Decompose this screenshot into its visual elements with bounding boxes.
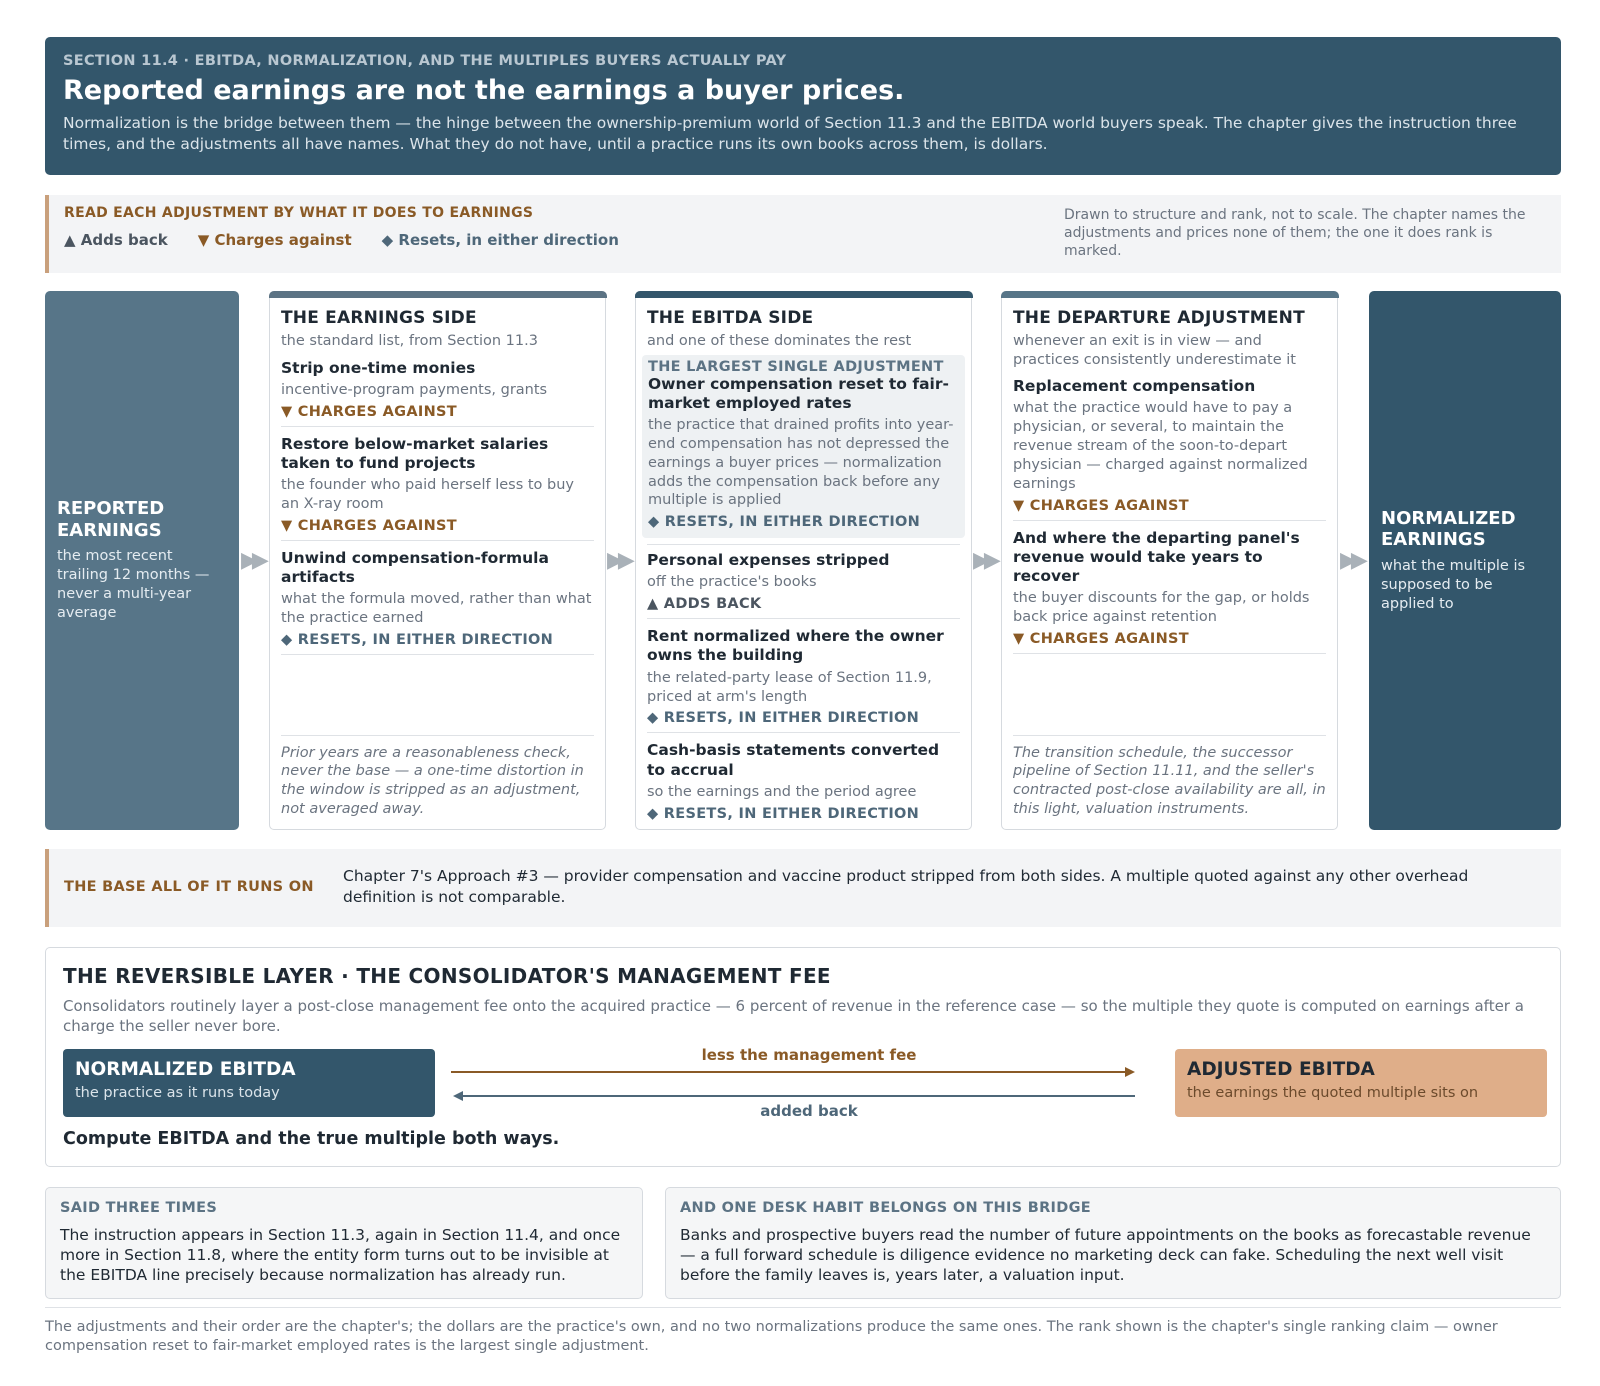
adjustment-title: Cash-basis statements converted to accrual xyxy=(647,741,940,779)
normalized-earnings-title: NORMALIZED EARNINGS xyxy=(1381,507,1516,551)
adjustment-item xyxy=(1013,521,1326,654)
card-title: AND ONE DESK HABIT BELONGS ON THIS BRIDGE xyxy=(680,1200,1091,1216)
adjustment-title: Unwind compensation-formula artifacts xyxy=(281,548,549,586)
adjustment-description: off the practice's books xyxy=(647,574,817,591)
column-title: THE EBITDA SIDE xyxy=(647,308,814,328)
adds-back-tag: ▲ ADDS BACK xyxy=(647,596,762,613)
column-footnote: Prior years are a reasonableness check, never the base — a one-time distortion in the window is stripped as an adjustment, not averaged away. xyxy=(281,735,594,819)
adjustment-item xyxy=(647,619,960,733)
forward-arrow-label: less the management fee xyxy=(701,1046,917,1064)
card-text: Banks and prospective buyers read the number of future appointments on the books as forecastable revenue — a full forward schedule is diligence evidence no marketing deck can fake. Scheduling the next well visit before the family leaves is, years later, a valuation input. xyxy=(680,1226,1531,1285)
card-text: The instruction appears in Section 11.3, again in Section 11.4, and once more in Section 11.8, where the entity form turns out to be invisible at the EBITDA line precisely because normalization has already run. xyxy=(60,1226,621,1285)
adjusted-ebitda-subtitle: the earnings the quoted multiple sits on xyxy=(1187,1085,1479,1101)
section-kicker: SECTION 11.4 · EBITDA, NORMALIZATION, AND THE MULTIPLES BUYERS ACTUALLY PAY xyxy=(63,53,787,69)
column-accent-bar xyxy=(269,291,607,298)
adjustment-description: what the practice would have to pay a physician, or several, to maintain the revenue stream of the soon-to-depart physician — charged against normalized earnings xyxy=(1013,400,1308,492)
adjustment-title: Restore below-market salaries taken to fund projects xyxy=(281,434,549,472)
resets-tag: ◆ RESETS, IN EITHER DIRECTION xyxy=(648,514,921,531)
reversible-arrows xyxy=(451,1046,1167,1126)
adjustment-title: And where the departing panel's revenue would take years to recover xyxy=(1013,528,1300,585)
departure-adjustment-column xyxy=(1001,291,1338,830)
legend-resets: ◆ Resets, in either direction xyxy=(381,231,619,249)
column-accent-bar xyxy=(1001,291,1339,298)
reversible-layer-subtitle: Consolidators routinely layer a post-close management fee onto the acquired practice — 6 percent of revenue in the reference case — so the multiple they quote is computed on earnings after a charge the seller never bore. xyxy=(63,997,1524,1035)
legend-charges-against: ▼ Charges against xyxy=(197,231,352,249)
largest-adjustment-highlight xyxy=(642,355,965,539)
adjustment-description: the related-party lease of Section 11.9, priced at arm's length xyxy=(647,669,932,705)
legend-note: Drawn to structure and rank, not to scale. The chapter names the adjustments and prices none of them; the one it does rank is marked. xyxy=(1064,207,1526,260)
reported-earnings-subtitle: the most recent trailing 12 months — never a multi-year average xyxy=(57,548,210,621)
column-title: THE EARNINGS SIDE xyxy=(281,308,477,328)
charges-against-tag: ▼ CHARGES AGAINST xyxy=(1013,630,1189,647)
adjustment-title: Strip one-time monies xyxy=(281,358,476,377)
forward-arrowhead-icon xyxy=(1125,1067,1135,1077)
reversible-layer-title: THE REVERSIBLE LAYER · THE CONSOLIDATOR'S MANAGEMENT FEE xyxy=(63,964,831,988)
page-footnote: The adjustments and their order are the chapter's; the dollars are the practice's own, and no two normalizations produce the same ones. The rank shown is the chapter's single ranking claim — owner compensation reset to fair-market employed rates is the largest single adjustment. xyxy=(45,1307,1561,1356)
base-text: Chapter 7's Approach #3 — provider compensation and vaccine product stripped from both sides. A multiple quoted against any other overhead definition is not comparable. xyxy=(343,867,1469,906)
adjusted-ebitda-box xyxy=(1175,1049,1547,1117)
page-subtitle: Normalization is the bridge between them — the hinge between the ownership-premium world of Section 11.3 and the EBITDA world buyers speak. The chapter gives the instruction three times, and the adjustments all have names. What they do not have, until a practice runs its own books across them, is dollars. xyxy=(63,114,1517,153)
reported-earnings-box xyxy=(45,291,239,830)
charges-against-tag: ▼ CHARGES AGAINST xyxy=(281,403,457,420)
base-strip xyxy=(45,849,1561,927)
legend-title: READ EACH ADJUSTMENT BY WHAT IT DOES TO EARNINGS xyxy=(64,205,534,221)
adjustment-title: Rent normalized where the owner owns the building xyxy=(647,627,944,665)
resets-tag: ◆ RESETS, IN EITHER DIRECTION xyxy=(647,805,920,822)
column-accent-bar xyxy=(635,291,973,298)
column-subtitle: and one of these dominates the rest xyxy=(647,333,912,349)
column-subtitle: whenever an exit is in view — and practices consistently underestimate it xyxy=(1013,333,1296,368)
normalized-earnings-box xyxy=(1369,291,1561,830)
normalized-earnings-subtitle: what the multiple is supposed to be applied to xyxy=(1381,557,1526,612)
largest-adjustment-label: THE LARGEST SINGLE ADJUSTMENT xyxy=(648,358,944,375)
charges-against-tag: ▼ CHARGES AGAINST xyxy=(281,517,457,534)
adjustment-item xyxy=(1013,369,1326,520)
adjustment-title: Replacement compensation xyxy=(1013,377,1256,396)
adjustment-item xyxy=(647,545,960,619)
column-subtitle: the standard list, from Section 11.3 xyxy=(281,333,538,349)
base-label: THE BASE ALL OF IT RUNS ON xyxy=(64,879,314,895)
normalized-ebitda-title: NORMALIZED EBITDA xyxy=(75,1059,296,1080)
normalized-ebitda-subtitle: the practice as it runs today xyxy=(75,1085,280,1101)
column-footnote: The transition schedule, the successor pipeline of Section 11.11, and the seller's contracted post-close availability are all, in this light, valuation instruments. xyxy=(1013,735,1326,819)
adjustment-item xyxy=(281,541,594,655)
desk-habit-card xyxy=(665,1187,1561,1299)
reversible-layer-panel xyxy=(45,947,1561,1167)
adjustment-description: the founder who paid herself less to buy an X-ray room xyxy=(281,477,575,512)
reversible-conclusion: Compute EBITDA and the true multiple both ways. xyxy=(63,1129,560,1149)
legend-strip xyxy=(45,195,1561,273)
flow-chevron-icon: ▶▶ xyxy=(241,548,263,573)
reported-earnings-title: REPORTED EARNINGS xyxy=(57,498,165,541)
flow-chevron-icon: ▶▶ xyxy=(973,548,995,573)
back-arrowhead-icon xyxy=(453,1091,463,1101)
adjustment-item xyxy=(281,427,594,541)
resets-tag: ◆ RESETS, IN EITHER DIRECTION xyxy=(281,631,554,648)
adjustment-item xyxy=(647,733,960,827)
earnings-side-column xyxy=(269,291,606,830)
resets-tag: ◆ RESETS, IN EITHER DIRECTION xyxy=(647,710,920,727)
card-title: SAID THREE TIMES xyxy=(60,1200,218,1216)
charges-against-tag: ▼ CHARGES AGAINST xyxy=(1013,497,1189,514)
ebitda-side-column xyxy=(635,291,972,830)
flow-chevron-icon: ▶▶ xyxy=(607,548,629,573)
page-title: Reported earnings are not the earnings a buyer prices. xyxy=(63,75,905,106)
adjustment-description: what the formula moved, rather than what the practice earned xyxy=(281,591,592,627)
adjustment-title: Personal expenses stripped xyxy=(647,551,890,570)
said-three-times-card xyxy=(45,1187,643,1299)
section-header xyxy=(45,37,1561,175)
normalized-ebitda-box xyxy=(63,1049,435,1117)
legend-adds-back: ▲ Adds back xyxy=(64,231,168,249)
adjustment-description: the practice that drained profits into year-end compensation has not depressed the earnings a buyer prices — normalization adds the compensation back before any multiple is applied xyxy=(648,416,954,509)
adjustment-description: incentive-program payments, grants xyxy=(281,381,548,398)
adjustment-description: the buyer discounts for the gap, or holds back price against retention xyxy=(1013,590,1310,626)
column-title: THE DEPARTURE ADJUSTMENT xyxy=(1013,308,1305,328)
adjustment-title: Owner compensation reset to fair-market employed rates xyxy=(648,374,949,412)
adjustment-description: so the earnings and the period agree xyxy=(647,783,917,800)
back-arrow-label: added back xyxy=(760,1102,858,1120)
adjustment-item xyxy=(281,351,594,427)
adjusted-ebitda-title: ADJUSTED EBITDA xyxy=(1187,1059,1375,1080)
flow-chevron-icon: ▶▶ xyxy=(1340,548,1362,573)
